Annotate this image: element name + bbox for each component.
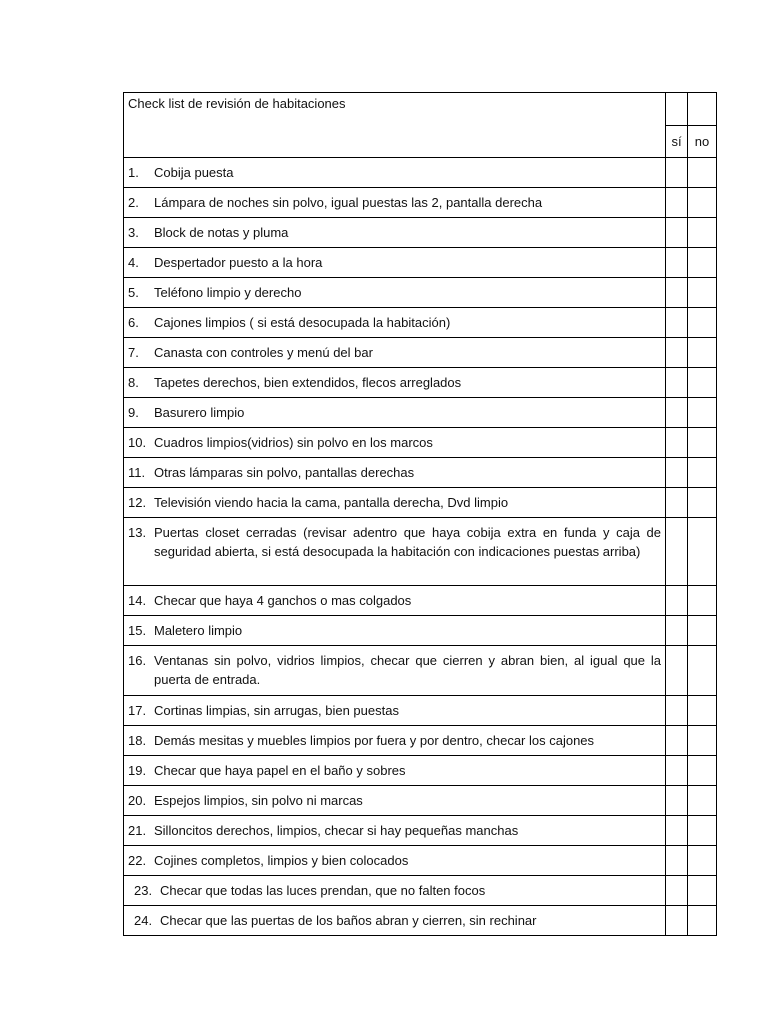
item-number: 14. [128,593,147,608]
no-checkbox[interactable] [688,696,716,725]
item-number: 16. [128,653,147,668]
item-text: Teléfono limpio y derecho [154,285,302,300]
item-number: 6. [128,315,139,330]
item-text: Checar que todas las luces prendan, que no falten focos [160,883,486,898]
checklist-row [123,586,717,616]
item-text: Checar que las puertas de los baños abran y cierren, sin rechinar [160,913,537,928]
checklist-header-row [123,92,717,158]
si-label: sí [666,125,687,157]
item-text: Tapetes derechos, bien extendidos, flecos arreglados [154,375,462,390]
item-text: Puertas closet cerradas (revisar adentro que haya cobija extra en funda y caja de seguridad abierta, si está desocupada la habitación con indicaciones puestas arriba) [154,525,661,559]
item-number: 11. [128,465,146,480]
no-label: no [688,125,716,157]
item-text: Otras lámparas sin polvo, pantallas derechas [154,465,415,480]
no-checkbox[interactable] [688,518,716,585]
no-checkbox[interactable] [688,488,716,517]
item-number: 4. [128,255,139,270]
no-checkbox[interactable] [688,248,716,277]
no-checkbox[interactable] [688,398,716,427]
si-checkbox[interactable] [666,786,688,815]
si-checkbox[interactable] [666,906,688,935]
no-checkbox[interactable] [688,756,716,785]
checklist-title-cell [124,93,666,157]
item-number: 13. [128,525,147,540]
checklist-row [123,368,717,398]
si-checkbox[interactable] [666,248,688,277]
item-number: 9. [128,405,139,420]
no-checkbox[interactable] [688,876,716,905]
si-checkbox[interactable] [666,278,688,307]
no-checkbox[interactable] [688,368,716,397]
item-text: Basurero limpio [154,405,245,420]
si-checkbox[interactable] [666,368,688,397]
item-number: 2. [128,195,139,210]
si-checkbox[interactable] [666,488,688,517]
item-number: 18. [128,733,147,748]
item-number: 12. [128,495,147,510]
checklist-row [123,428,717,458]
item-number: 7. [128,345,139,360]
item-number: 1. [128,165,139,180]
si-checkbox[interactable] [666,308,688,337]
si-checkbox[interactable] [666,846,688,875]
no-checkbox[interactable] [688,308,716,337]
si-checkbox[interactable] [666,816,688,845]
item-text: Demás mesitas y muebles limpios por fuera y por dentro, checar los cajones [154,733,595,748]
item-text: Checar que haya papel en el baño y sobres [154,763,406,778]
si-checkbox[interactable] [666,696,688,725]
item-text: Cuadros limpios(vidrios) sin polvo en los marcos [154,435,433,450]
checklist-row [123,518,717,586]
checklist-row [123,846,717,876]
checklist-row [123,726,717,756]
item-number: 17. [128,703,147,718]
no-checkbox[interactable] [688,846,716,875]
item-number: 22. [128,853,147,868]
si-column-header [666,93,688,157]
item-text: Silloncitos derechos, limpios, checar si hay pequeñas manchas [154,823,519,838]
item-number: 3. [128,225,139,240]
si-checkbox[interactable] [666,518,688,585]
checklist-row [123,816,717,846]
item-number: 8. [128,375,139,390]
no-checkbox[interactable] [688,158,716,187]
item-number: 10. [128,435,147,450]
checklist-row [123,696,717,726]
no-checkbox[interactable] [688,458,716,487]
item-number: 24. [134,913,153,928]
item-text: Maletero limpio [154,623,243,638]
item-number: 19. [128,763,147,778]
si-checkbox[interactable] [666,876,688,905]
checklist-row [123,458,717,488]
no-checkbox[interactable] [688,906,716,935]
item-text: Cortinas limpias, sin arrugas, bien puestas [154,703,399,718]
checklist-row [123,218,717,248]
si-checkbox[interactable] [666,398,688,427]
no-checkbox[interactable] [688,726,716,755]
checklist-row [123,188,717,218]
item-text: Checar que haya 4 ganchos o mas colgados [154,593,412,608]
item-number: 5. [128,285,139,300]
no-checkbox[interactable] [688,278,716,307]
checklist-row [123,756,717,786]
checklist-row [123,248,717,278]
item-number: 15. [128,623,147,638]
no-checkbox[interactable] [688,338,716,367]
checklist-row [123,398,717,428]
checklist-row [123,876,717,906]
si-checkbox[interactable] [666,726,688,755]
item-number: 20. [128,793,147,808]
item-text: Block de notas y pluma [154,225,289,240]
checklist-row [123,158,717,188]
no-checkbox[interactable] [688,428,716,457]
no-checkbox[interactable] [688,786,716,815]
item-text: Canasta con controles y menú del bar [154,345,373,360]
si-checkbox[interactable] [666,458,688,487]
si-checkbox[interactable] [666,188,688,217]
item-text: Despertador puesto a la hora [154,255,323,270]
si-checkbox[interactable] [666,218,688,247]
si-checkbox[interactable] [666,428,688,457]
checklist-row [123,488,717,518]
checklist-title: Check list de revisión de habitaciones [128,96,346,111]
checklist-row [123,308,717,338]
item-text: Cobija puesta [154,165,234,180]
si-checkbox[interactable] [666,616,688,645]
item-text: Espejos limpios, sin polvo ni marcas [154,793,363,808]
item-text: Ventanas sin polvo, vidrios limpios, checar que cierren y abran bien, al igual que la puerta de entrada. [154,653,661,687]
no-column-header [688,93,716,157]
checklist-row [123,646,717,696]
si-checkbox[interactable] [666,158,688,187]
si-checkbox[interactable] [666,586,688,615]
item-text: Lámpara de noches sin polvo, igual puestas las 2, pantalla derecha [154,195,543,210]
no-checkbox[interactable] [688,816,716,845]
checklist-row [123,616,717,646]
checklist-row [123,906,717,936]
checklist-row [123,786,717,816]
no-checkbox[interactable] [688,586,716,615]
si-checkbox[interactable] [666,646,688,695]
si-checkbox[interactable] [666,338,688,367]
checklist-row [123,278,717,308]
item-text: Cojines completos, limpios y bien colocados [154,853,409,868]
no-checkbox[interactable] [688,218,716,247]
no-checkbox[interactable] [688,646,716,695]
item-number: 23. [134,883,153,898]
checklist-table [123,92,717,936]
item-text: Televisión viendo hacia la cama, pantalla derecha, Dvd limpio [154,495,509,510]
si-checkbox[interactable] [666,756,688,785]
item-text: Cajones limpios ( si está desocupada la habitación) [154,315,451,330]
item-number: 21. [128,823,147,838]
no-checkbox[interactable] [688,188,716,217]
no-checkbox[interactable] [688,616,716,645]
checklist-row [123,338,717,368]
